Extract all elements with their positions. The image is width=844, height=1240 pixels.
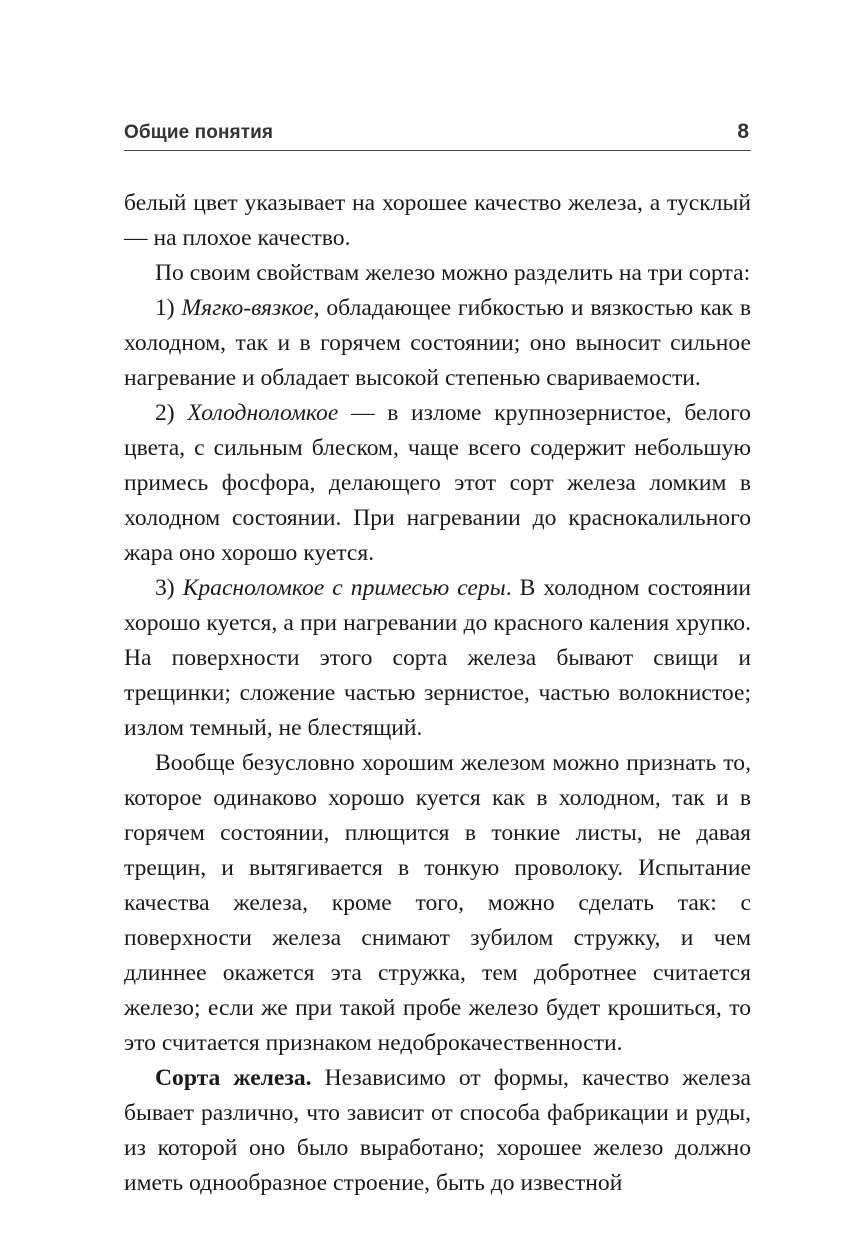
grade-term: Холодноломкое [187,400,339,426]
list-number: 2) [155,400,175,426]
paragraph-grade-3 [124,571,751,746]
paragraph-grade-1 [124,291,751,396]
inline-heading: Сорта железа. [155,1065,312,1091]
paragraph-grade-2 [124,396,751,571]
paragraph-intro-grades: По своим свойствам железо можно разделить на три сорта: [155,260,751,286]
list-number: 1) [155,295,175,321]
grade-description: — в изломе крупнозернистое, белого цвета, с сильным блеском, чаще всего содержит небольшую примесь фосфора, делающего этот сорт железа ломким в холодном состоянии. При нагревании до краснокалильного жара оно хорошо куется. [124,400,751,566]
list-number: 3) [155,575,175,601]
paragraph-iron-grades [124,1061,751,1201]
grade-term: Красноломкое с примесью серы [182,575,506,601]
paragraph-continuation: белый цвет указывает на хорошее качество железа, а тусклый — на плохое качество. [124,190,751,251]
grade-description: , обладающее гибкостью и вязкостью как в холодном, так и в горячем состоянии; оно выносит сильное нагревание и обладает высокой степенью свариваемости. [124,295,751,391]
grade-description: . В холодном состоянии хорошо куется, а при нагревании до красного каления хрупко. На поверхности этого сорта железа бывают свищи и трещинки; сложение частью зернистое, частью волокнистое; излом темный, не блестящий. [124,575,751,741]
body-text [124,186,751,1201]
running-head [124,122,751,151]
paragraph-quality-test: Вообще безусловно хорошим железом можно признать то, которое одинаково хорошо куется как в холодном, так и в горячем состоянии, плющится в тонкие листы, не давая трещин, и вытягивается в тонкую проволоку. Испытание качества железа, кроме того, можно сделать так: с поверхности железа снимают зубилом стружку, и чем длиннее окажется эта стружка, тем добротнее считается железо; если же при такой пробе железо будет крошиться, то это считается признаком недоброкачественности. [124,750,751,1056]
paragraph-text: Независимо от формы, качество железа бывает различно, что зависит от способа фабрикации и руды, из которой оно было выработано; хорошее железо должно иметь однообразное строение, быть до известной [124,1065,751,1196]
section-title: Общие понятия [124,122,274,143]
grade-term: Мягко-вязкое [181,295,314,321]
page-number: 8 [737,120,749,143]
